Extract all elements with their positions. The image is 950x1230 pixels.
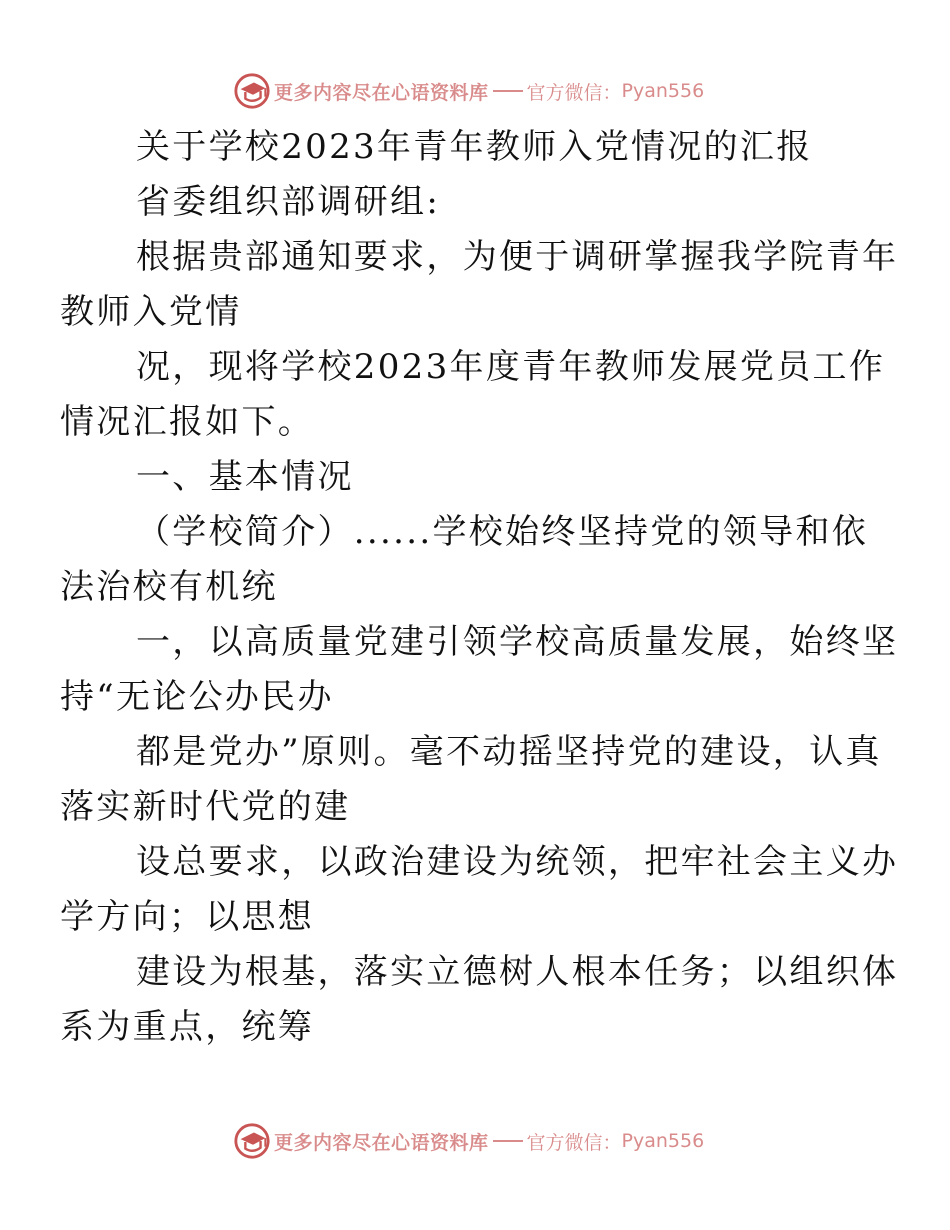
paragraph: 一，以高质量党建引领学校高质量发展，始终坚 持“无论公办民办 [60,622,899,717]
paragraph: 根据贵部通知要求，为便于调研掌握我学院青年 教师入党情 [60,237,899,332]
footer-watermark [233,1121,704,1161]
watermark-dash [493,1140,523,1142]
header-watermark [233,71,704,111]
scholar-cap-logo-icon [233,72,271,110]
watermark-wechat-label: 官方微信： [526,1131,622,1154]
watermark-text: 更多内容尽在心语资料库 [274,1131,489,1154]
watermark-dash [493,90,523,92]
paragraph: 建设为根基，落实立德树人根本任务；以组织体 系为重点，统筹 [60,952,899,1047]
paragraph: （学校简介）......学校始终坚持党的领导和依 法治校有机统 [60,512,869,607]
document-addressee: 省委组织部调研组: [136,182,441,222]
watermark-wechat-label: 官方微信： [526,81,622,104]
paragraph: 设总要求，以政治建设为统领，把牢社会主义办 学方向；以思想 [60,842,899,937]
paragraph: 况，现将学校2023年度青年教师发展党员工作 情况汇报如下。 [60,347,886,442]
section-heading: 一、基本情况 [136,457,354,497]
watermark-wechat-id: Pyan556 [621,80,705,102]
document-title: 关于学校2023年青年教师入党情况的汇报 [136,127,813,167]
document-body [60,120,899,1055]
paragraph: 都是党办”原则。毫不动摇坚持党的建设，认真 落实新时代党的建 [60,732,882,827]
watermark-text: 更多内容尽在心语资料库 [274,81,489,104]
watermark-wechat-id: Pyan556 [621,1130,705,1152]
scholar-cap-logo-icon [233,1122,271,1160]
